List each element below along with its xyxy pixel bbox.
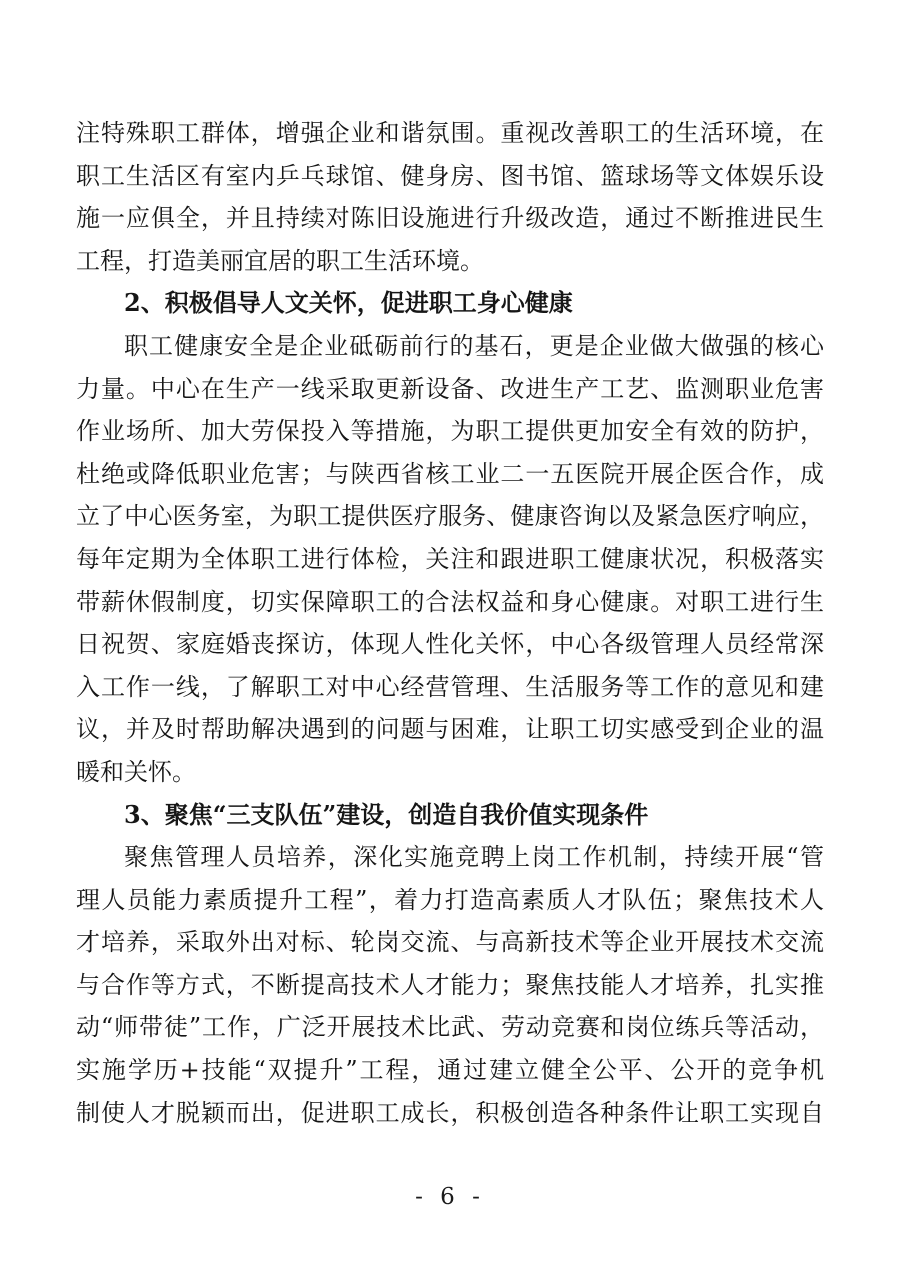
text-line: 动“师带徒”工作，广泛开展技术比武、劳动竞赛和岗位练兵等活动， — [76, 1013, 824, 1042]
text-line: 与合作等方式，不断提高技术人才能力；聚焦技能人才培养，扎实推 — [76, 970, 824, 999]
text-line: 作业场所、加大劳保投入等措施，为职工提供更加安全有效的防护， — [76, 417, 824, 446]
text-line: 工程，打造美丽宜居的职工生活环境。 — [76, 246, 484, 275]
text-line: 聚焦管理人员培养，深化实施竞聘上岗工作机制，持续开展“管 — [124, 843, 824, 872]
text-line: 制使人才脱颖而出，促进职工成长，积极创造各种条件让职工实现自 — [76, 1098, 824, 1127]
text-line: 议，并及时帮助解决遇到的问题与困难，让职工切实感受到企业的温 — [76, 715, 824, 744]
text-line: 带薪休假制度，切实保障职工的合法权益和身心健康。对职工进行生 — [76, 587, 824, 616]
text-line: 职工健康安全是企业砥砺前行的基石，更是企业做大做强的核心 — [124, 331, 824, 360]
heading-line: 3、聚焦“三支队伍”建设，创造自我价值实现条件 — [124, 799, 649, 829]
text-line: 杜绝或降低职业危害；与陕西省核工业二一五医院开展企医合作，成 — [76, 459, 824, 488]
page-number: - 6 - — [415, 1184, 485, 1210]
text-line: 力量。中心在生产一线采取更新设备、改进生产工艺、监测职业危害 — [76, 374, 824, 403]
text-line: 实施学历+技能“双提升”工程，通过建立健全公平、公开的竞争机 — [76, 1056, 824, 1085]
text-line: 每年定期为全体职工进行体检，关注和跟进职工健康状况，积极落实 — [76, 544, 824, 573]
text-line: 职工生活区有室内乒乓球馆、健身房、图书馆、篮球场等文体娱乐设 — [76, 161, 824, 190]
text-line: 才培养，采取外出对标、轮岗交流、与高新技术等企业开展技术交流 — [76, 928, 824, 957]
heading-line: 2、积极倡导人文关怀，促进职工身心健康 — [124, 288, 573, 318]
text-line: 施一应俱全，并且持续对陈旧设施进行升级改造，通过不断推进民生 — [76, 204, 824, 233]
text-line: 日祝贺、家庭婚丧探访，体现人性化关怀，中心各级管理人员经常深 — [76, 630, 824, 659]
text-line: 暖和关怀。 — [76, 757, 196, 786]
document-body — [76, 112, 824, 1134]
text-line: 理人员能力素质提升工程”，着力打造高素质人才队伍；聚焦技术人 — [76, 885, 824, 914]
text-line: 入工作一线，了解职工对中心经营管理、生活服务等工作的意见和建 — [76, 672, 824, 701]
text-line: 注特殊职工群体，增强企业和谐氛围。重视改善职工的生活环境，在 — [76, 119, 824, 147]
text-line: 立了中心医务室，为职工提供医疗服务、健康咨询以及紧急医疗响应， — [76, 502, 824, 531]
